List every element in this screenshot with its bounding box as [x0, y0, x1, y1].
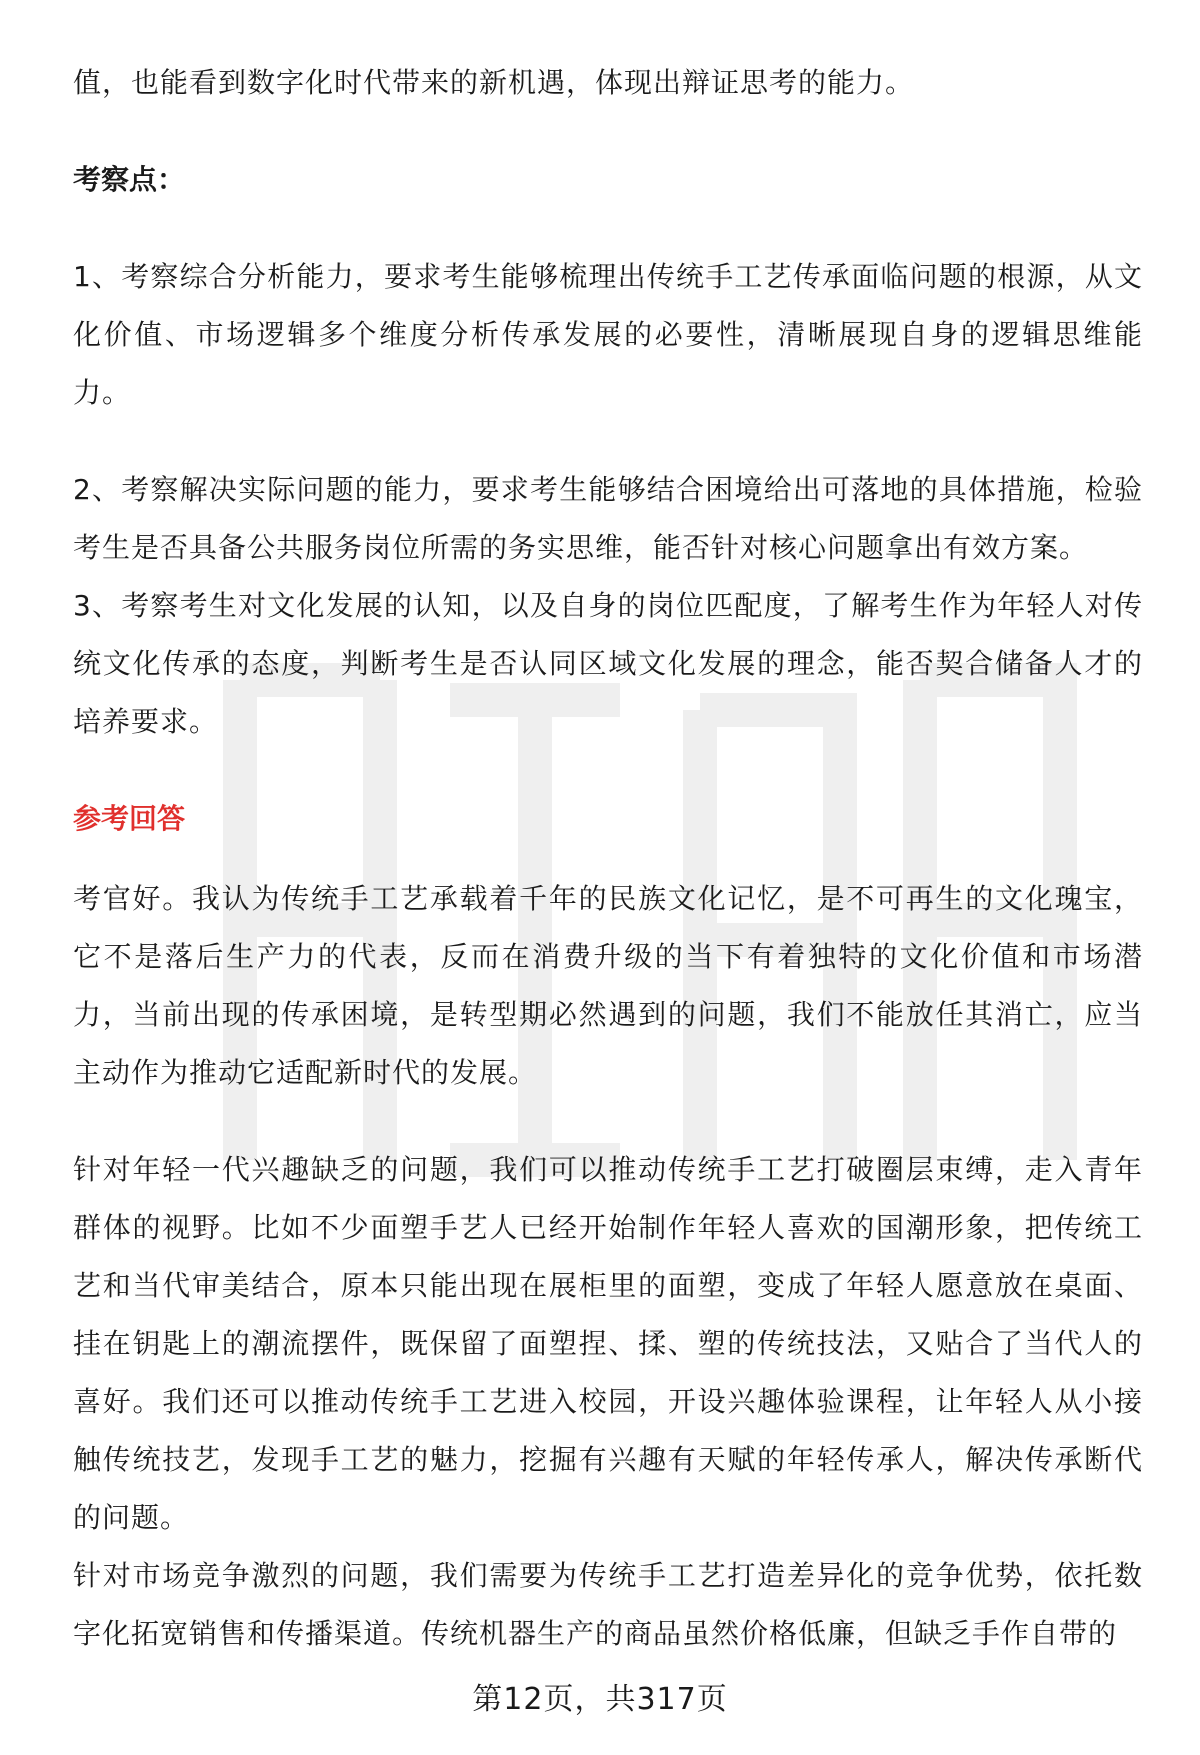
- paragraph-intro-tail: 值，也能看到数字化时代带来的新机遇，体现出辩证思考的能力。: [73, 66, 915, 99]
- heading-reference-answer: 参考回答: [73, 802, 186, 835]
- answer-paragraph-1: 考官好。我认为传统手工艺承载着千年的民族文化记忆，是不可再生的文化瑰宝，它不是落后生产力的代表，反而在消费升级的当下有着独特的文化价值和市场潜力，当前出现的传承困境，是转型期必然遇到的问题，我们不能放任其消亡，应当主动作为推动它适配新时代的发展。: [73, 882, 1143, 1089]
- examination-item-2: 2、考察解决实际问题的能力，要求考生能够结合困境给出可落地的具体措施，检验考生是否具备公共服务岗位所需的务实思维，能否针对核心问题拿出有效方案。: [73, 473, 1143, 564]
- document-body: [73, 54, 1143, 1663]
- examination-item-3: 3、考察考生对文化发展的认知，以及自身的岗位匹配度，了解考生作为年轻人对传统文化传承的态度，判断考生是否认同区域文化发展的理念，能否契合储备人才的培养要求。: [73, 589, 1143, 738]
- page-number-footer: 第12页，共317页: [472, 1682, 728, 1717]
- answer-paragraph-3: 针对市场竞争激烈的问题，我们需要为传统手工艺打造差异化的竞争优势，依托数字化拓宽销售和传播渠道。传统机器生产的商品虽然价格低廉，但缺乏手作自带的: [73, 1559, 1143, 1650]
- heading-examination-points: 考察点：: [73, 163, 186, 196]
- answer-paragraph-2: 针对年轻一代兴趣缺乏的问题，我们可以推动传统手工艺打破圈层束缚，走入青年群体的视野。比如不少面塑手艺人已经开始制作年轻人喜欢的国潮形象，把传统工艺和当代审美结合，原本只能出现在展柜里的面塑，变成了年轻人愿意放在桌面、挂在钥匙上的潮流摆件，既保留了面塑捏、揉、塑的传统技法，又贴合了当代人的喜好。我们还可以推动传统手工艺进入校园，开设兴趣体验课程，让年轻人从小接触传统技艺，发现手工艺的魅力，挖掘有兴趣有天赋的年轻传承人，解决传承断代的问题。: [73, 1153, 1143, 1534]
- examination-item-1: 1、考察综合分析能力，要求考生能够梳理出传统手工艺传承面临问题的根源，从文化价值、市场逻辑多个维度分析传承发展的必要性，清晰展现自身的逻辑思维能力。: [73, 260, 1143, 409]
